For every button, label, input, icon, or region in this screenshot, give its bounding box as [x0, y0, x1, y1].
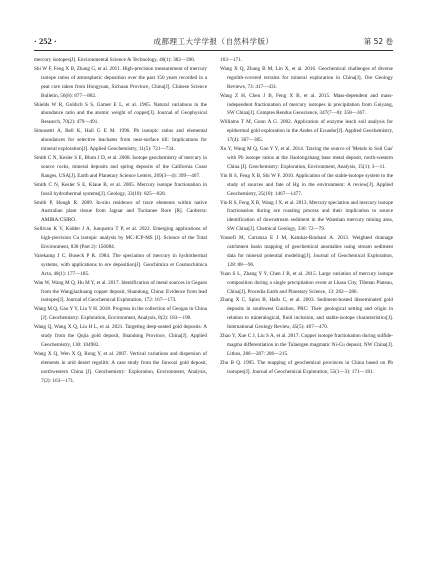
references-left-column: [34, 56, 207, 386]
reference-entry: Xu Y, Wang M Q, Gao Y Y, et al. 2014. Tracing the source of 'Metals in Soil Gas' with Pb isotope ratios at the Jiaolongzhang base metal deposit, north-western China [J]. Geochemistry: Exploration, Environment, Analysis, 15(1): 3—11.: [220, 146, 393, 170]
reference-entry: Smith C N, Kesler S E, Blum J D, et al. 2008. Isotope geochemistry of mercury in source rocks, mineral deposits and spring deposits of the California Coast Ranges, USA[J]. Earth and Planetary Science Letters, 269(3—4): 399—407.: [34, 154, 207, 179]
reference-entry: Zhao Y, Xue C J, Liu S A, et al. 2017. Copper isotope fractionation during sulfide-magma differentiation in the Tulaergen magmatic Ni-Cu deposit, NW China[J]. Lithos, 286—287: 206—215.: [220, 333, 393, 357]
reference-entry: Yuan S L, Zhang Y Y, Chen J B, et al. 2015. Large variation of mercury isotope composition during a single precipitation event at Lhasa City, Tibetan Plateau, China[J]. Procedia Earth and Planetary Science, 13: 282—286.: [220, 270, 393, 295]
reference-entry: Varekamp J C, Buseck P R. 1984. The speciation of mercury in hydrothermal systems, with applications to ore deposition[J]. Geochimica et Cosmochimica Acta, 48(1): 177—185.: [34, 252, 207, 277]
reference-entry: Yin R S, Feng X B, Wang J X, et al. 2013. Mercury speciation and mercury isotope fractionation during ore roasting process and their implication to source identification of downstream sediment in the Wanshan mercury mining area, SW China[J]. Chemical Geology, 336: 72—79.: [220, 199, 393, 233]
reference-entry: Wang X Q, Wen X Q, Rong Y, et al. 2007. Vertical variations and dispersion of elements in arid desert regolith: A case study from the Jinwozi gold deposit, northwestern China [J]. Geochemistry: Exploration, Environment, Analysis, 7(2): 163—171.: [34, 350, 207, 384]
reference-entry: Wang Q, Wang X Q, Liu H L, et al. 2021. Targeting deep-seated gold deposits: A study from the Qujia gold deposit, Shandong Province, China[J]. Applied Geochemistry, 130: 104982.: [34, 324, 207, 348]
reference-entry: Zhu B Q. 1995. The mapping of geochemical provinces in China based on Pb isotopes[J]. Journal of Geochemical Exploration, 55(1—3): 171—181.: [220, 359, 393, 375]
running-header: [34, 34, 393, 48]
reference-entry: Yousefi M, Carranza E J M, Kamkar-Rouhani A. 2013. Weighted drainage catchment basin mapping of geochemical anomalies using stream sediment data for mineral potential modeling[J]. Journal of Geochemical Exploration, 128: 88—96.: [220, 235, 393, 268]
reference-entry: Williams T M, Gunn A G. 2002. Application of enzyme leach soil analysis for epithermal gold exploration in the Andes of Ecuador[J]. Applied Geochemistry, 17(4): 367—385.: [220, 119, 393, 144]
reference-entry: Wan W, Wang M Q, Hu M Y, et al. 2017. Identification of metal sources in Gegaos from the Wangjiazhuang copper deposit, Shandong, China: Evidence from lead isotopes[J]. Journal of Geochemical Exploration, 172: 167—173.: [34, 279, 207, 304]
reference-entry: Yin R S, Feng X B, Shi W F. 2010. Application of the stable-isotope system to the study of sources and fate of Hg in the environment: A review[J]. Applied Geochemistry, 25(10): 1467—1477.: [220, 172, 393, 197]
reference-entry: Wang X Q, Zhang B M, Lin X, et al. 2016. Geochemical challenges of diverse regolith-covered terrains for mineral exploration in China[J]. Ore Geology Reviews, 73: 417—431.: [220, 65, 393, 90]
reference-entry: Wang Z H, Chen J B, Feng X B, et al. 2015. Mass-dependent and mass-independent fractionation of mercury isotopes in precipitation from Guiyang, SW China[J]. Comptes Rendus Geoscience, 347(7—8): 358—367.: [220, 92, 393, 117]
reference-entry: mercury isotopes[J]. Environmental Science & Technology, 46(1): 382—390.: [34, 57, 196, 63]
reference-entry: Shields W R, Goldich S S, Garner E L, et al. 1965. Natural variations in the abundance ratio and the atomic weight of copper[J]. Journal of Geophysical Research, 70(2): 479—491.: [34, 101, 207, 126]
reference-entry: Sullivan K V, Kidder J A, Junqueira T P, et al. 2022. Emerging applications of high-precision Cu isotopic analysis by MC-ICP-MS [J]. Science of the Total Environment, 838 (Part 2): 156084.: [34, 226, 207, 251]
reference-entry: 163—171.: [220, 57, 243, 63]
reference-entry: Shi W F, Feng X B, Zhang G, et al. 2011. High-precision measurement of mercury isotope ratios of atmospheric deposition over the past 150 years recorded in a peat core taken from Hongyuan, Sichuan Province, China[J]. Chinese Science Bulletin, 56(8): 877—882.: [34, 65, 207, 99]
reference-entry: Wang M Q, Gao Y Y, Liu Y H. 2018. Progress in the collection of Geogas in China [J]. Geochemistry: Exploration, Environment, Analysis, 8(2): 183—190.: [34, 306, 207, 322]
reference-entry: Zhang X C, Spiro B, Halls C, et al. 2003. Sediment-hosted disseminated gold deposits in southwest Guizhou, PRC: Their geological setting and origin in relation to mineralogical, fluid inclusion, and stable-isotope characteristics[J]. International Geology Review, 45(5): 407—470.: [220, 297, 393, 331]
journal-title: 成都理工大学学报（自然科学版）: [153, 36, 274, 46]
page-number: · 252 ·: [34, 36, 57, 46]
reference-entry: Smith P, Hough R. 2009. In-situ residence of trace elements within native Australian plant tissue from Jaguar and Tuckanee Bore [R]. Canberra: AMIRA/CSIRO.: [34, 199, 207, 224]
volume-label: 第 52 卷: [363, 36, 393, 46]
reference-entry: Smith C N, Kesler S E, Klaue B, et al. 2005. Mercury isotope fractionation in fossil hydrothermal systems[J]. Geology, 33(10): 825—828.: [34, 181, 207, 197]
reference-entry: Simonetti A, Bell K, Hall G E M. 1996. Pb isotopic ratios and elemental abundances for selective leachates from near-surface till: Implications for mineral exploration[J]. Applied Geochemistry, 11(5): 721—734.: [34, 128, 207, 153]
header-rule: [34, 50, 393, 51]
references-right-column: [220, 56, 393, 377]
